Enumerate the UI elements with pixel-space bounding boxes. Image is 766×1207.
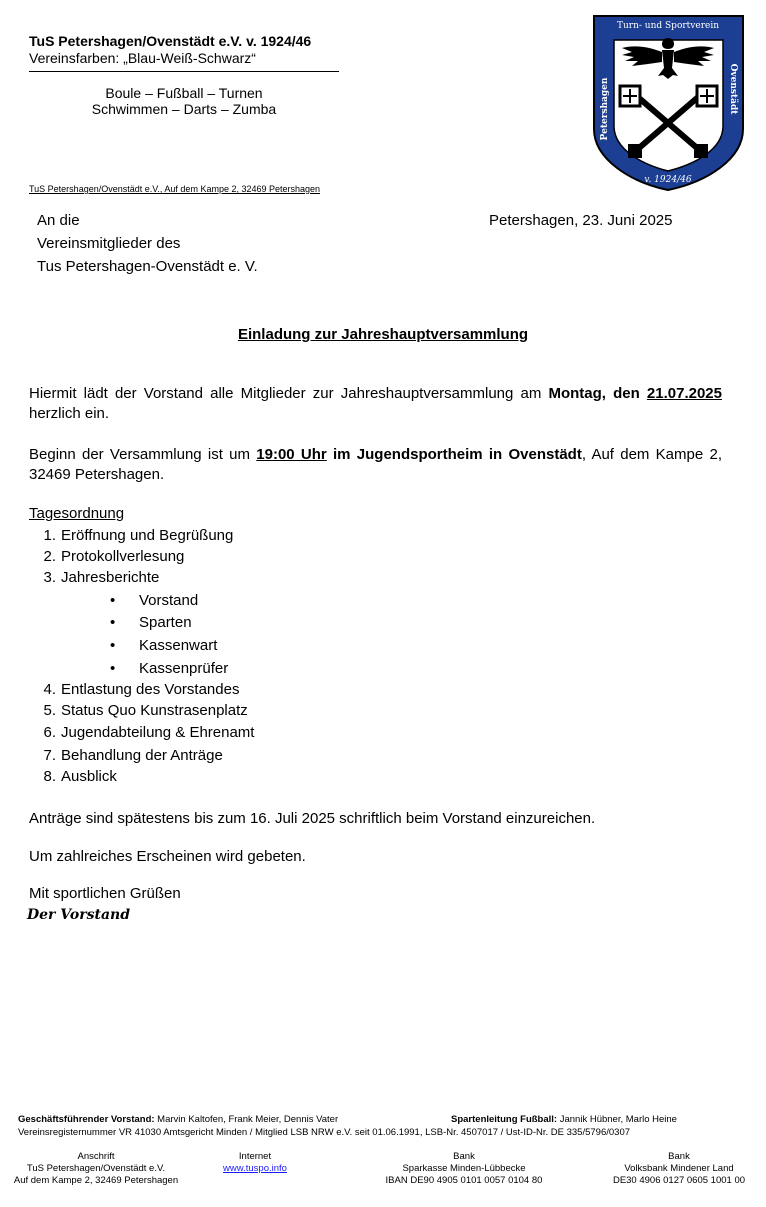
agenda-subitem — [110, 592, 410, 610]
agenda-title: Tagesordnung — [29, 505, 125, 522]
bullet-icon: • — [110, 660, 116, 677]
crest-left-text: Petershagen — [600, 77, 610, 141]
meeting-date: 21.07.2025 — [646, 385, 722, 402]
agenda-item-number: 4. — [43, 681, 56, 698]
footer-address-line-1: TuS Petershagen/Ovenstädt e.V. — [26, 1163, 166, 1174]
crest-bottom-text: v. 1924/46 — [644, 175, 692, 185]
agenda-subitem-text: Vorstand — [139, 592, 199, 609]
bullet-icon: • — [110, 637, 116, 654]
footer-football-names: Jannik Hübner, Marlo Heine — [557, 1114, 677, 1125]
agenda-item — [34, 702, 434, 720]
agenda-item — [34, 724, 434, 742]
intro-text-2: herzlich ein. — [29, 404, 110, 422]
begin-paragraph — [29, 445, 722, 484]
footer-address-column — [8, 1151, 184, 1187]
begin-text-1: Beginn der Versammlung ist um — [29, 446, 257, 463]
footer-bank-iban: DE30 4906 0127 0605 1001 00 — [612, 1175, 746, 1186]
footer-internet-column — [210, 1151, 300, 1175]
begin-text-2: , Auf dem Kampe 2, 32469 Petershagen. — [29, 446, 722, 483]
footer-column-label: Bank — [453, 1151, 475, 1162]
footer-bank-name: Sparkasse Minden-Lübbecke — [402, 1163, 526, 1174]
footer-bank-iban: IBAN DE90 4905 0101 0057 0104 80 — [385, 1175, 543, 1186]
crest-right-text: Ovenstädt — [728, 63, 738, 115]
agenda-item-number: 1. — [43, 527, 56, 544]
footer-address-line-2: Auf dem Kampe 2, 32469 Petershagen — [13, 1175, 179, 1186]
footer-column-label: Anschrift — [77, 1151, 115, 1162]
footer-board-names: Marvin Kaltofen, Frank Meier, Dennis Vater — [154, 1114, 339, 1125]
bullet-icon: • — [110, 592, 116, 609]
intro-paragraph — [29, 384, 722, 423]
agenda-subitem-text: Kassenprüfer — [139, 660, 229, 677]
agenda-item — [34, 527, 434, 545]
signature: Der Vorstand — [27, 907, 130, 923]
agenda-item — [34, 747, 434, 765]
agenda-item-text: Status Quo Kunstrasenplatz — [61, 702, 248, 719]
sports-line-2: Schwimmen – Darts – Zumba — [91, 101, 277, 117]
letter-date: Petershagen, 23. Juni 2025 — [489, 212, 673, 229]
agenda-subitem — [110, 660, 410, 678]
sender-address-line: TuS Petershagen/Ovenstädt e.V., Auf dem Kampe 2, 32469 Petershagen — [29, 184, 321, 194]
footer-board — [18, 1114, 338, 1125]
agenda-subitem — [110, 614, 410, 632]
agenda-item-number: 6. — [43, 724, 56, 741]
recipient-line-1: An die — [37, 212, 80, 229]
website-link[interactable]: www.tuspo.info — [223, 1163, 287, 1174]
footer-board-label: Geschäftsführender Vorstand: — [18, 1114, 155, 1125]
agenda-item — [34, 768, 434, 786]
footer-column-label: Internet — [238, 1151, 272, 1162]
agenda-item-text: Ausblick — [61, 768, 117, 785]
agenda-item-text: Eröffnung und Begrüßung — [61, 527, 234, 544]
crest-top-text: Turn- und Sportverein — [617, 21, 719, 31]
agenda-item-text: Behandlung der Anträge — [61, 747, 223, 764]
agenda-item-number: 2. — [43, 548, 56, 565]
footer-football-label: Spartenleitung Fußball: — [451, 1114, 558, 1125]
footer-bank-column-2 — [598, 1151, 760, 1187]
header-divider — [29, 71, 339, 72]
agenda-item — [34, 681, 434, 699]
agenda-item-number: 7. — [43, 747, 56, 764]
agenda-subitem — [110, 637, 410, 655]
agenda-subitem-text: Kassenwart — [139, 637, 218, 654]
footer-column-label: Bank — [668, 1151, 690, 1162]
footer-bank-column-1 — [382, 1151, 546, 1187]
footer-football-lead — [451, 1114, 677, 1125]
agenda-item-number: 3. — [43, 569, 56, 586]
meeting-time: 19:00 Uhr — [256, 446, 327, 463]
agenda-item-text: Protokollverlesung — [61, 548, 185, 565]
greeting: Mit sportlichen Grüßen — [29, 885, 181, 902]
club-crest-logo — [592, 14, 745, 192]
meeting-place: im Jugendsportheim in Ovenstädt — [326, 446, 582, 463]
intro-text-1: Hiermit lädt der Vorstand alle Mitglieder zur Jahreshauptversammlung am — [29, 385, 549, 402]
bullet-icon: • — [110, 614, 116, 631]
agenda-item-text: Jahresberichte — [61, 569, 160, 586]
intro-weekday: Montag, den — [548, 385, 640, 402]
deadline-text: Anträge sind spätestens bis zum 16. Juli 2025 schriftlich beim Vorstand einzureichen. — [29, 810, 596, 827]
agenda-item-text: Jugendabteilung & Ehrenamt — [61, 724, 255, 741]
agenda-item-text: Entlastung des Vorstandes — [61, 681, 240, 698]
agenda-item-number: 8. — [43, 768, 56, 785]
agenda-item — [34, 569, 434, 587]
agenda-subitem-text: Sparten — [139, 614, 192, 631]
recipient-line-3: Tus Petershagen-Ovenstädt e. V. — [37, 258, 258, 275]
recipient-line-2: Vereinsmitglieder des — [37, 235, 181, 252]
agenda-item — [34, 548, 434, 566]
footer-register: Vereinsregisternummer VR 41030 Amtsgericht Minden / Mitglied LSB NRW e.V. seit 01.06.1991, LSB-Nr. 4507017 / Ust-ID-Nr. DE 335/5796/0307 — [18, 1127, 631, 1138]
attendance-request: Um zahlreiches Erscheinen wird gebeten. — [29, 848, 306, 865]
club-name: TuS Petershagen/Ovenstädt e.V. v. 1924/46 — [29, 33, 312, 49]
sports-line-1: Boule – Fußball – Turnen — [105, 85, 263, 101]
agenda-item-number: 5. — [43, 702, 56, 719]
club-colors: Vereinsfarben: „Blau-Weiß-Schwarz“ — [29, 50, 256, 66]
letter-subject: Einladung zur Jahreshauptversammlung — [237, 326, 529, 343]
footer-bank-name: Volksbank Mindener Land — [624, 1163, 734, 1174]
